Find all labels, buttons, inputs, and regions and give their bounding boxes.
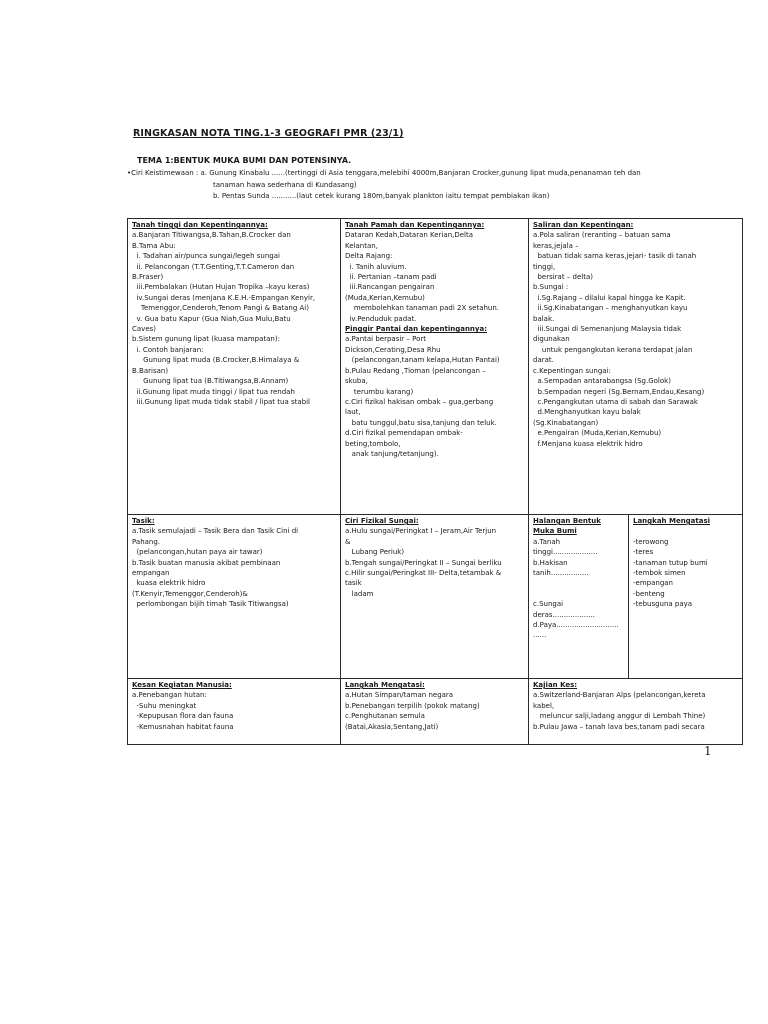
text-line: c.Pengangkutan utama di sabah dan Sarawak (533, 397, 698, 406)
text-line: c.Ciri fizikal hakisan ombak – gua,gerbang (345, 397, 494, 406)
text-line: untuk pengangkutan kerana terdapat jalan (533, 345, 693, 354)
cell-tanah-tinggi (128, 219, 341, 515)
text-line: Dickson,Cerating,Desa Rhu (345, 345, 441, 354)
text-line: b.Hakisan (533, 558, 568, 567)
text-line: empangan (132, 569, 170, 578)
text-line: tasik (345, 579, 362, 588)
text-line: Lubang Periuk) (345, 548, 405, 557)
text-line: i. Contoh banjaran: (132, 345, 204, 354)
text-line: darat. (533, 356, 554, 365)
text-line: a.Hutan Simpan/taman negara (345, 691, 454, 700)
text-line: Kelantan, (345, 241, 378, 250)
text-line: d.Paya............................ (533, 621, 619, 630)
cell-body (533, 690, 739, 732)
text-line: anak tanjung/tetanjung). (345, 449, 439, 458)
text-line: ii. Pertanian –tanam padi (345, 273, 437, 282)
cell-heading: Langkah Mengatasi (633, 517, 711, 525)
text-line: a.Sempadan antarabangsa (Sg.Golok) (533, 377, 671, 386)
cell-heading-pinggir-pantai: Pinggir Pantai dan kepentingannya: (345, 325, 488, 334)
cell-body (345, 230, 525, 324)
cell-halangan (529, 515, 629, 679)
text-line: Temenggor,Cenderoh,Tenom Pangi & Batang Ai) (132, 304, 309, 313)
text-line: meluncur salji,ladang anggur di Lembah Thine) (533, 712, 706, 721)
text-line: b.Tasik buatan manusia akibat pembinaan (132, 558, 281, 567)
text-line: a.Penebangan hutan: (132, 691, 207, 700)
cell-saliran (529, 219, 743, 515)
intro-line: b. Pentas Sunda ...........(laut cetek kurang 180m,banyak plankton iaitu tempat pembiakan ikan) (213, 192, 550, 200)
text-line: f.Menjana kuasa elektrik hidro (533, 439, 643, 448)
text-line (533, 589, 625, 599)
text-line: digunakan (533, 335, 570, 344)
text-line: b.Pulau Jawa – tanah lava bes,tanam padi secara (533, 722, 705, 731)
text-line: -Kemusnahan habitat fauna (132, 722, 234, 731)
text-line: batu tunggul,batu sisa,tanjung dan teluk. (345, 418, 497, 427)
table-row (128, 679, 743, 745)
text-line: a.Pola saliran (reranting – batuan sama (533, 231, 671, 240)
cell-body (533, 230, 739, 449)
text-line: b.Sempadan negeri (Sg.Bernam,Endau,Kesang) (533, 387, 705, 396)
text-line: tanih................. (533, 569, 589, 578)
text-line: (Batai,Akasia,Sentang,Jati) (345, 722, 439, 731)
text-line: a.Banjaran Titiwangsa,B.Tahan,B.Crocker dan (132, 231, 291, 240)
text-line: terumbu karang) (345, 387, 414, 396)
table-row (128, 515, 743, 679)
text-line: membolehkan tanaman padi 2X setahun. (345, 304, 500, 313)
cell-heading: Kajian Kes: (533, 681, 578, 689)
text-line: i. Tanih aluvium. (345, 262, 407, 271)
cell-body (345, 526, 525, 599)
text-line (633, 526, 739, 536)
text-line: ii.Gunung lipat muda tinggi / lipat tua rendah (132, 387, 295, 396)
text-line: iii.Rancangan pengairan (345, 283, 435, 292)
text-line: B.Barisan) (132, 366, 169, 375)
text-line: iii.Pembalakan (Hutan Hujan Tropika –kayu keras) (132, 283, 310, 292)
cell-tanah-pamah (341, 219, 529, 515)
text-line: a.Tasik semulajadi – Tasik Bera dan Tasik Cini di (132, 527, 299, 536)
text-line: Pahang. (132, 537, 161, 546)
cell-body (345, 690, 525, 732)
text-line: kuasa elektrik hidro (132, 579, 206, 588)
text-line: (pelancongan,tanam kelapa,Hutan Pantai) (345, 356, 500, 365)
text-line: keras,jejala – (533, 241, 579, 250)
text-line: iv.Sungai deras (menjana K.E.H.-Empangan Kenyir, (132, 293, 316, 302)
cell-heading: Saliran dan Kepentingan: (533, 221, 634, 229)
cell-kajian-kes (529, 679, 743, 745)
cell-body (633, 526, 739, 609)
cell-tasik (128, 515, 341, 679)
text-line: a.Pantai berpasir – Port (345, 335, 427, 344)
cell-heading: Halangan Bentuk (533, 517, 601, 525)
text-line: ...... (533, 631, 547, 640)
text-line: -teres (633, 548, 654, 557)
text-line: B.Tama Abu: (132, 241, 176, 250)
text-line: b.Pulau Redang ,Tioman (pelancongan – (345, 366, 486, 375)
text-line: iii.Sungai di Semenanjung Malaysia tidak (533, 325, 682, 334)
text-line: batuan tidak sama keras,jejari- tasik di tanah (533, 252, 697, 261)
notes-table (127, 218, 743, 745)
text-line: deras................... (533, 610, 595, 619)
cell-kesan (128, 679, 341, 745)
page-number: 1 (704, 744, 712, 758)
text-line: b.Sungai : (533, 283, 569, 292)
cell-body (132, 230, 337, 407)
text-line: -terowong (633, 537, 669, 546)
cell-langkah (629, 515, 743, 679)
text-line: Gunung lipat muda (B.Crocker,B.Himalaya & (132, 356, 300, 365)
text-line: tinggi, (533, 262, 556, 271)
text-line: -Suhu meningkat (132, 701, 197, 710)
text-line: c.Penghutanan semula (345, 712, 425, 721)
text-line: laut, (345, 408, 361, 417)
text-line: a.Hulu sungai/Peringkat I – Jeram,Air Terjun (345, 527, 497, 536)
text-line: -tanaman tutup bumi (633, 558, 708, 567)
text-line: iii.Gunung lipat muda tidak stabil / lipat tua stabil (132, 397, 310, 406)
text-line: -Kepupusan flora dan fauna (132, 712, 234, 721)
text-line: ii. Pelancongan (T.T.Genting,T.T.Cameron dan (132, 262, 295, 271)
text-line: (pelancongan,hutan paya air tawar) (132, 548, 263, 557)
text-line: -benteng (633, 589, 665, 598)
intro-line: •Ciri Keistimewaan : a. Gunung Kinabalu ......(tertinggi di Asia tenggara,melebihi 4000m,Banjaran Crocker,gunung lipat muda,penanaman teh dan (127, 169, 641, 177)
cell-body (132, 526, 337, 609)
text-line: a.Switzerland-Banjaran Alps (pelancongan,kereta (533, 691, 706, 700)
text-line: ii.Sg.Kinabatangan – menghanyutkan kayu (533, 304, 688, 313)
text-line: b.Penebangan terpilih (pokok matang) (345, 701, 480, 710)
text-line: c.Hilir sungai/Peringkat III- Delta,tetambak & (345, 569, 502, 578)
cell-ciri-sungai (341, 515, 529, 679)
text-line: Dataran Kedah,Dataran Kerian,Delta (345, 231, 474, 240)
text-line: (Sg.Kinabatangan) (533, 418, 599, 427)
intro-block (127, 168, 641, 203)
text-line: c.Sungai (533, 600, 564, 609)
text-line: kabel, (533, 701, 555, 710)
text-line: a.Tanah (533, 537, 561, 546)
text-line: perlombongan bijih timah Tasik Titiwangsa) (132, 600, 289, 609)
text-line: Delta Rajang: (345, 252, 393, 261)
cell-heading: Langkah Mengatasi: (345, 681, 425, 689)
text-line: c.Kepentingan sungai: (533, 366, 611, 375)
text-line: e.Pengairan (Muda,Kerian,Kemubu) (533, 429, 662, 438)
intro-line: tanaman hawa sederhana di Kundasang) (213, 180, 357, 189)
text-line: iv.Penduduk padat. (345, 314, 417, 323)
cell-heading: Tanah Pamah dan Kepentingannya: (345, 221, 485, 229)
text-line: (Muda,Kerian,Kemubu) (345, 293, 425, 302)
text-line: d.Ciri fizikal pemendapan ombak- (345, 429, 463, 438)
cell-heading: Tanah tinggi dan Kepentingannya: (132, 221, 268, 229)
text-line: tinggi.................... (533, 548, 598, 557)
text-line: B.Fraser) (132, 273, 164, 282)
table-row (128, 219, 743, 515)
text-line: b.Tengah sungai/Peringkat II – Sungai berliku (345, 558, 502, 567)
cell-heading: Tasik: (132, 517, 155, 525)
text-line: -tebusguna paya (633, 600, 693, 609)
text-line: skuba, (345, 377, 368, 386)
cell-heading: Kesan Kegiatan Manusia: (132, 681, 232, 689)
cell-heading: Muka Bumi (533, 527, 577, 536)
text-line: v. Gua batu Kapur (Gua Niah,Gua Mulu,Batu (132, 314, 291, 323)
text-line: ladam (345, 589, 374, 598)
cell-body (345, 334, 525, 459)
text-line: bersirat – delta) (533, 273, 593, 282)
text-line: -empangan (633, 579, 673, 588)
text-line: Gunung lipat tua (B.Titiwangsa,B.Annam) (132, 377, 289, 386)
theme-heading: TEMA 1:BENTUK MUKA BUMI DAN POTENSINYA. (137, 156, 352, 165)
cell-heading: Ciri Fizikal Sungai: (345, 517, 419, 525)
text-line: Caves) (132, 325, 157, 334)
text-line: (T.Kenyir,Temenggor,Cenderoh)& (132, 589, 248, 598)
cell-langkah-mengatasi (341, 679, 529, 745)
text-line: b.Sistem gunung lipat (kuasa mampatan): (132, 335, 280, 344)
text-line: i.Sg.Rajang – dilalui kapal hingga ke Kapit. (533, 293, 686, 302)
text-line: beting,tombolo, (345, 439, 401, 448)
text-line (533, 578, 625, 588)
cell-body (533, 537, 625, 641)
text-line: -tembok simen (633, 569, 686, 578)
text-line: d.Menghanyutkan kayu balak (533, 408, 641, 417)
document-title: RINGKASAN NOTA TING.1-3 GEOGRAFI PMR (23/1) (133, 128, 404, 139)
text-line: balak. (533, 314, 555, 323)
text-line: & (345, 537, 351, 546)
cell-body (132, 690, 337, 732)
text-line: i. Tadahan air/punca sungai/legeh sungai (132, 252, 280, 261)
